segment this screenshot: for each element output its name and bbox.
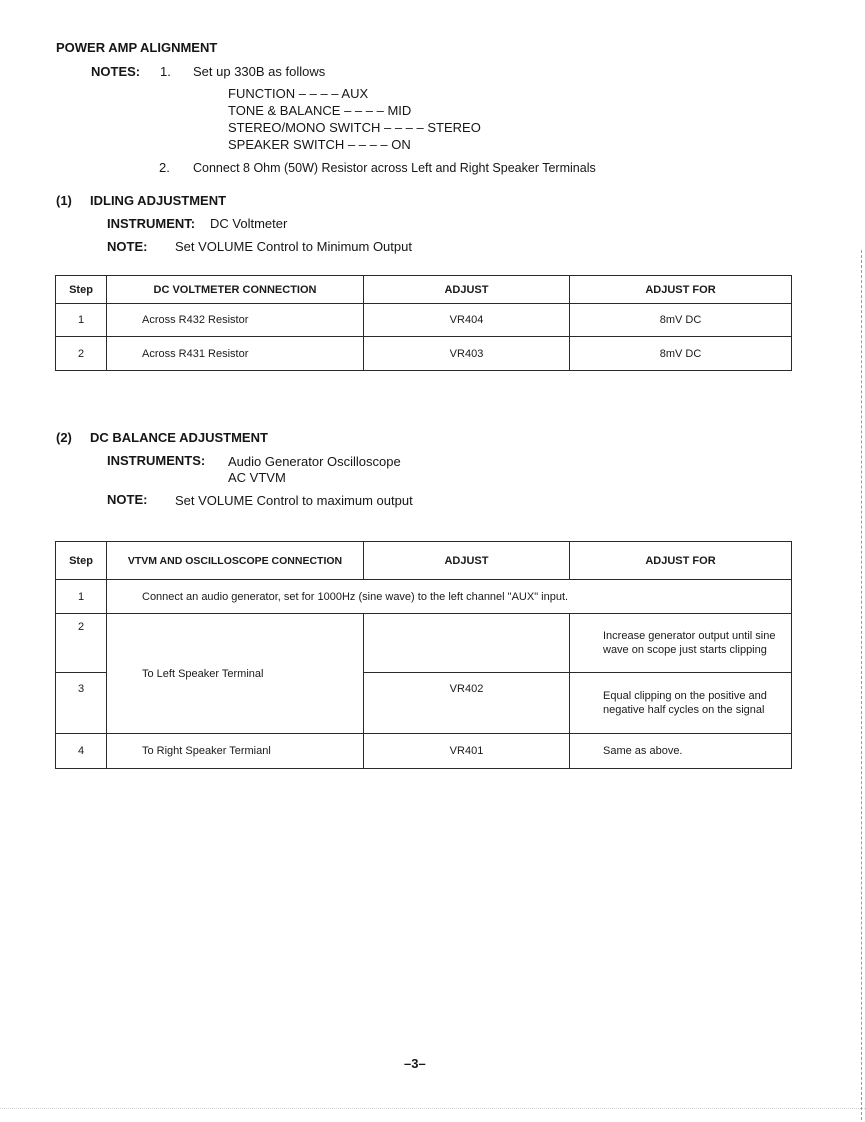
table-header-row [56,276,792,304]
cell-adjust-for: 8mV DC [570,304,792,337]
note2-text: Connect 8 Ohm (50W) Resistor across Left and Right Speaker Terminals [193,161,596,175]
table-row [56,304,792,337]
cell-adjust: VR404 [364,304,570,337]
page-title: POWER AMP ALIGNMENT [56,40,218,55]
section2-instruments-line1: Audio Generator Oscilloscope [228,454,401,469]
cell-step: 1 [56,580,107,614]
section1-note-label: NOTE: [107,239,148,254]
section2-note-text: Set VOLUME Control to maximum output [175,493,413,508]
table-row [56,580,792,614]
section1-number: (1) [56,193,72,208]
setting-speaker-switch: SPEAKER SWITCH – – – – ON [228,137,411,152]
header-adjust-for: ADJUST FOR [570,542,792,580]
cell-connection: Across R431 Resistor [107,337,364,371]
header-adjust: ADJUST [364,276,570,304]
section1-note-text: Set VOLUME Control to Minimum Output [175,239,412,254]
cell-adjust-for: Increase generator output until sine wave on scope just starts clipping [570,614,792,673]
header-connection: DC VOLTMETER CONNECTION [107,276,364,304]
setting-function: FUNCTION – – – – AUX [228,86,369,101]
section2-instruments-line2: AC VTVM [228,470,286,485]
page-number: –3– [404,1056,426,1071]
table-row [56,734,792,769]
cell-adjust: VR403 [364,337,570,371]
note1-text: Set up 330B as follows [193,64,326,79]
note1-number: 1. [160,64,171,79]
cell-step: 4 [56,734,107,769]
section2-note-label: NOTE: [107,492,148,507]
cell-step: 2 [56,337,107,371]
cell-instruction: Connect an audio generator, set for 1000Hz (sine wave) to the left channel "AUX" input. [107,580,792,614]
section1-instrument-label: INSTRUMENT: [107,216,196,231]
header-adjust-for: ADJUST FOR [570,276,792,304]
header-step: Step [56,542,107,580]
cell-adjust-for: 8mV DC [570,337,792,371]
cell-connection: To Right Speaker Termianl [107,734,364,769]
cell-step: 3 [56,673,107,734]
cell-adjust: VR401 [364,734,570,769]
cell-left-speaker-connection: To Left Speaker Terminal [107,614,364,734]
cell-adjust: VR402 [364,673,570,734]
cell-adjust-empty [364,614,570,673]
header-connection: VTVM AND OSCILLOSCOPE CONNECTION [107,542,364,580]
table-row [56,337,792,371]
section2-title: DC BALANCE ADJUSTMENT [90,430,268,445]
header-step: Step [56,276,107,304]
table-row [56,614,792,673]
cell-adjust-for: Equal clipping on the positive and negative half cycles on the signal [570,673,792,734]
notes-label: NOTES: [91,64,141,79]
scan-speckle-line [0,1108,865,1110]
cell-step: 1 [56,304,107,337]
table-header-row [56,542,792,580]
setting-stereo-mono: STEREO/MONO SWITCH – – – – STEREO [228,120,481,135]
section1-instrument-value: DC Voltmeter [210,216,288,231]
cell-connection: Across R432 Resistor [107,304,364,337]
section2-number: (2) [56,430,72,445]
scan-edge-line [860,250,862,1120]
idling-table [55,275,792,371]
note2-number: 2. [159,160,170,175]
dc-balance-table [55,541,792,769]
cell-adjust-for: Same as above. [570,734,792,769]
section1-title: IDLING ADJUSTMENT [90,193,227,208]
cell-step: 2 [56,614,107,673]
header-adjust: ADJUST [364,542,570,580]
setting-tone-balance: TONE & BALANCE – – – – MID [228,103,412,118]
section2-instruments-label: INSTRUMENTS: [107,453,206,468]
